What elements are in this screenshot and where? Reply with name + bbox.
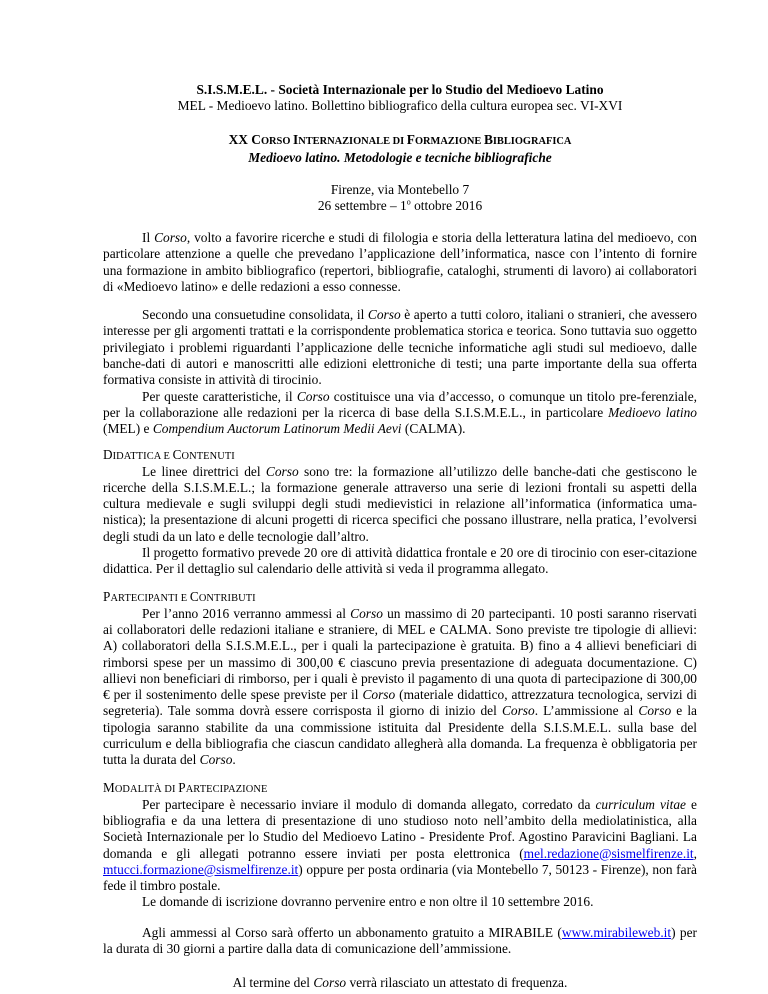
org-title: S.I.S.M.E.L. - Società Internazionale per lo Studio del Medioevo Latino — [196, 82, 604, 97]
course-place: Firenze, via Montebello 7 — [330, 182, 470, 197]
section-heading-didattica: DIDATTICA E CONTENUTI — [103, 446, 235, 462]
section-heading-modalita: MODALITÀ DI PARTECIPAZIONE — [103, 779, 268, 795]
modalita-paragraph-1: Per partecipare è necessario inviare il modulo di domanda allegato, corredato da curriculum vitae e bibliografia e da una lettera di presentazione di uno studioso noto nell’ambito della mediolatinistica, alla Società Internazionale per lo Studio del Medioevo Latino - Presidente Prof. Agostino Paravicini Bagliani. La domanda e gli allegati potranno essere inviati per posta elettronica (mel.redazione@sismelfirenze.it, mtucci.formazione@sismelfirenze.it) oppure per posta ordinaria (via Montebello 7, 50123 - Firenze), non farà fede il timbro postale. — [103, 796, 697, 894]
mirabile-paragraph: Agli ammessi al Corso sarà offerto un abbonamento gratuito a MIRABILE (www.mirabileweb.it) per la durata di 30 giorni a partire dalla data di comunicazione dell’ammissione. — [103, 924, 698, 956]
email-link-formazione[interactable]: mtucci.formazione@sismelfirenze.it — [103, 861, 299, 877]
intro-paragraph-2: Secondo una consuetudine consolidata, il Corso è aperto a tutti coloro, italiani o stranieri, che avessero interesse per gli argomenti trattati e la corrispondente problematica storica e teorica. Sono tuttavia suo oggetto privilegiato i problemi riguardanti l’applicazione delle tecniche informatiche agli studi sul medioevo, dalle banche-dati di autori e manoscritti alle edizioni elettroniche di testi; una parte importante della sua offerta formativa consiste in attività di tirocinio. — [103, 307, 697, 388]
document-page — [103, 82, 697, 991]
closing-note: Al termine del Corso verrà rilasciato un attestato di frequenza. — [232, 975, 568, 991]
intro-paragraph-1: Il Corso, volto a favorire ricerche e studi di filologia e storia della letteratura latina del medioevo, con particolare attenzione a quelle che prevedano l’applicazione dell’informatica, nasce con l’intento di fornire una formazione in ambito bibliografico (repertori, bibliografie, cataloghi, strumenti di lavoro) ai collaboratori di «Medioevo latino» e delle redazioni a esso connesse. — [103, 230, 697, 294]
partecipanti-paragraph: Per l’anno 2016 verranno ammessi al Corso un massimo di 20 partecipanti. 10 posti saranno riservati ai collaboratori delle redazioni italiane e straniere, di MEL e CALMA. Sono previste tre tipologie di allievi: A) collaboratori della S.I.S.M.E.L., per i quali la partecipazione è gratuita. B) fino a 4 allievi beneficiari di rimborsi spese per un massimo di 300,00 € ciascuno previa presentazione di adeguata documentazione. C) allievi non beneficiari di rimborso, per i quali è previsto il pagamento di una quota di partecipazione di 300,00 € per il sostenimento delle spese previste per il Corso (materiale didattico, attrezzatura tecnologica, servizi di segreteria). Tale somma dovrà essere corrisposta il giorno di inizio del Corso. L’ammissione al Corso e la tipologia saranno stabilite da una commissione istituita dal Presidente della S.I.S.M.E.L. sulla base del curriculum e della bibliografia che ciascun candidato allegherà alla domanda. La frequenza è obbligatoria per tutta la durata del Corso. — [103, 605, 698, 768]
didattica-paragraph-1: Le linee direttrici del Corso sono tre: la formazione all’utilizzo delle banche-dati che gestiscono le ricerche della S.I.S.M.E.L.; la formazione generale attraverso una serie di lezioni frontali su aspetti della cultura medievale e sugli sviluppi degli studi medievistici in relazione all’informatica (informatica uma-nistica); la presentazione di alcuni progetti di ricerca specifici che possano illustrare, nella pratica, l’evolversi degli studi da un lato e delle tecnologie dall’altro. — [103, 463, 697, 544]
mirabile-link[interactable]: www.mirabileweb.it — [561, 924, 672, 940]
didattica-paragraph-2: Il progetto formativo prevede 20 ore di attività didattica frontale e 20 ore di tirocinio con eser-citazione didattica. Per il dettaglio sul calendario delle attività si veda il programma allegato. — [103, 545, 697, 577]
course-title: XX CORSO INTERNAZIONALE DI FORMAZIONE BIBLIOGRAFICA — [228, 132, 572, 147]
modalita-paragraph-2: Le domande di iscrizione dovranno pervenire entro e non oltre il 10 settembre 2016. — [142, 894, 594, 910]
email-link-redazione[interactable]: mel.redazione@sismelfirenze.it — [523, 845, 694, 861]
course-dates: 26 settembre – 1$^o$ ottobre 2016 — [317, 197, 483, 213]
course-subtitle: Medioevo latino. Metodologie e tecniche bibliografiche — [248, 150, 552, 165]
bulletin-subtitle: MEL - Medioevo latino. Bollettino bibliografico della cultura europea sec. VI-XVI — [177, 98, 623, 113]
section-heading-partecipanti: PARTECIPANTI E CONTRIBUTI — [103, 588, 256, 604]
intro-paragraph-3: Per queste caratteristiche, il Corso costituisce una via d’accesso, o comunque un titolo pre-ferenziale, per la collaborazione alle redazioni per la ricerca di base della S.I.S.M.E.L., in particolare Medioevo latino (MEL) e Compendium Auctorum Latinorum Medii Aevi (CALMA). — [103, 388, 697, 437]
